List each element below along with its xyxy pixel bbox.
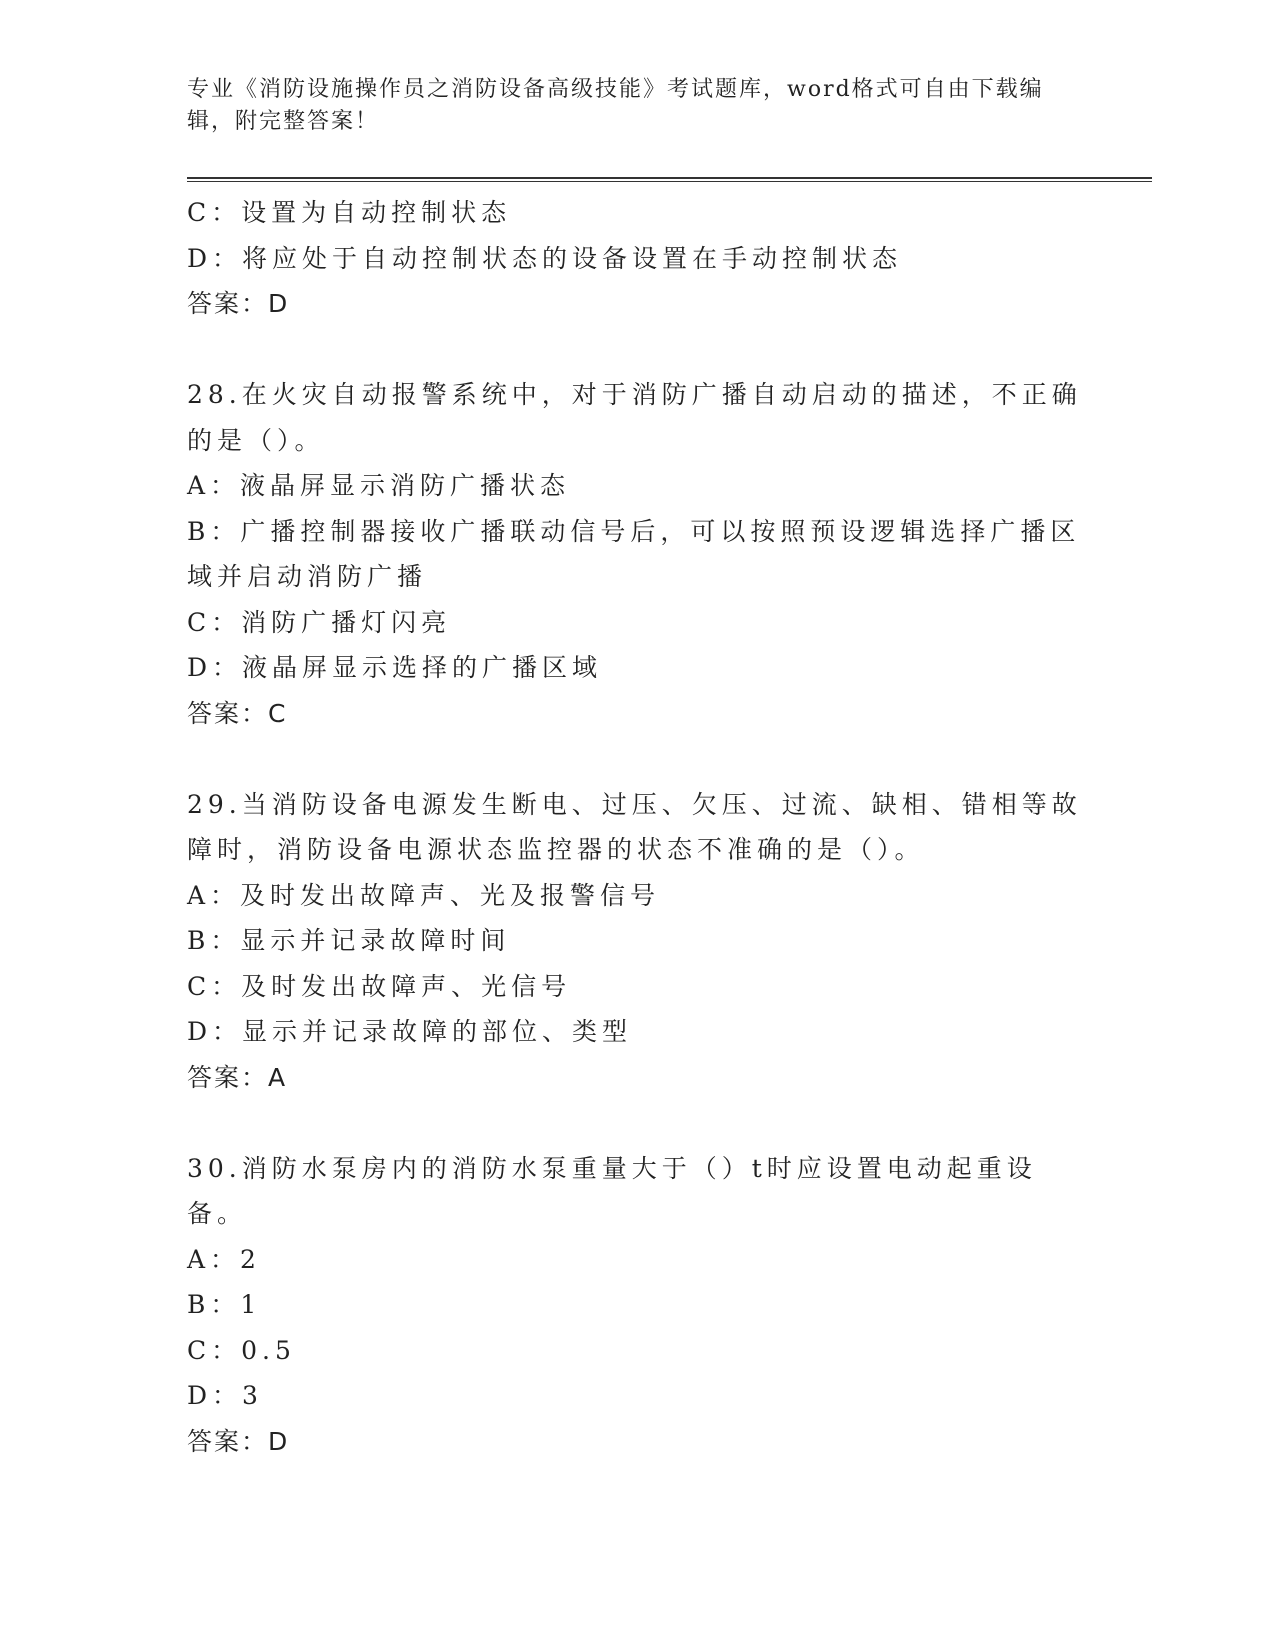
option-c: C：消防广播灯闪亮	[187, 607, 452, 637]
question-30	[187, 1146, 1087, 1465]
document-header	[187, 74, 1067, 138]
option-b: B：显示并记录故障时间	[187, 926, 511, 955]
option-c: C：及时发出故障声、光信号	[187, 971, 572, 1001]
answer-line: 答案：D	[187, 289, 290, 318]
option-b: B：1	[187, 1290, 262, 1319]
option-a: A：液晶屏显示消防广播状态	[187, 471, 571, 500]
answer-line: 答案：D	[187, 1426, 290, 1456]
option-d: D：液晶屏显示选择的广播区域	[187, 653, 603, 682]
spacer	[187, 327, 1087, 373]
spacer	[187, 736, 1087, 782]
option-d: D：显示并记录故障的部位、类型	[187, 1017, 633, 1046]
option-c: C：0.5	[187, 1335, 296, 1365]
header-text: 专业《消防设施操作员之消防设备高级技能》考试题库，word格式可自由下载编辑，附完整答案！	[187, 77, 1044, 134]
option-b: B：广播控制器接收广播联动信号后，可以按照预设逻辑选择广播区域并启动消防广播	[187, 516, 1081, 591]
question-body	[187, 190, 1087, 1464]
option-a: A：2	[187, 1244, 261, 1274]
header-divider-thick	[187, 177, 1152, 179]
continued-question	[187, 190, 1087, 327]
question-stem: 28.在火灾自动报警系统中，对于消防广播自动启动的描述，不正确的是（）。	[187, 380, 1082, 455]
option-d: D：将应处于自动控制状态的设备设置在手动控制状态	[187, 243, 903, 273]
question-29	[187, 782, 1087, 1101]
question-stem: 30.消防水泵房内的消防水泵重量大于（）t时应设置电动起重设备。	[187, 1153, 1037, 1228]
option-c: C：设置为自动控制状态	[187, 198, 512, 227]
option-d: D：3	[187, 1381, 263, 1410]
header-divider-thin	[187, 181, 1152, 182]
spacer	[187, 1100, 1087, 1146]
option-a: A：及时发出故障声、光及报警信号	[187, 880, 661, 910]
answer-line: 答案：C	[187, 698, 288, 728]
question-28	[187, 372, 1087, 736]
question-stem: 29.当消防设备电源发生断电、过压、欠压、过流、缺相、错相等故障时，消防设备电源状态监控器的状态不准确的是（）。	[187, 789, 1082, 864]
answer-line: 答案：A	[187, 1062, 288, 1092]
